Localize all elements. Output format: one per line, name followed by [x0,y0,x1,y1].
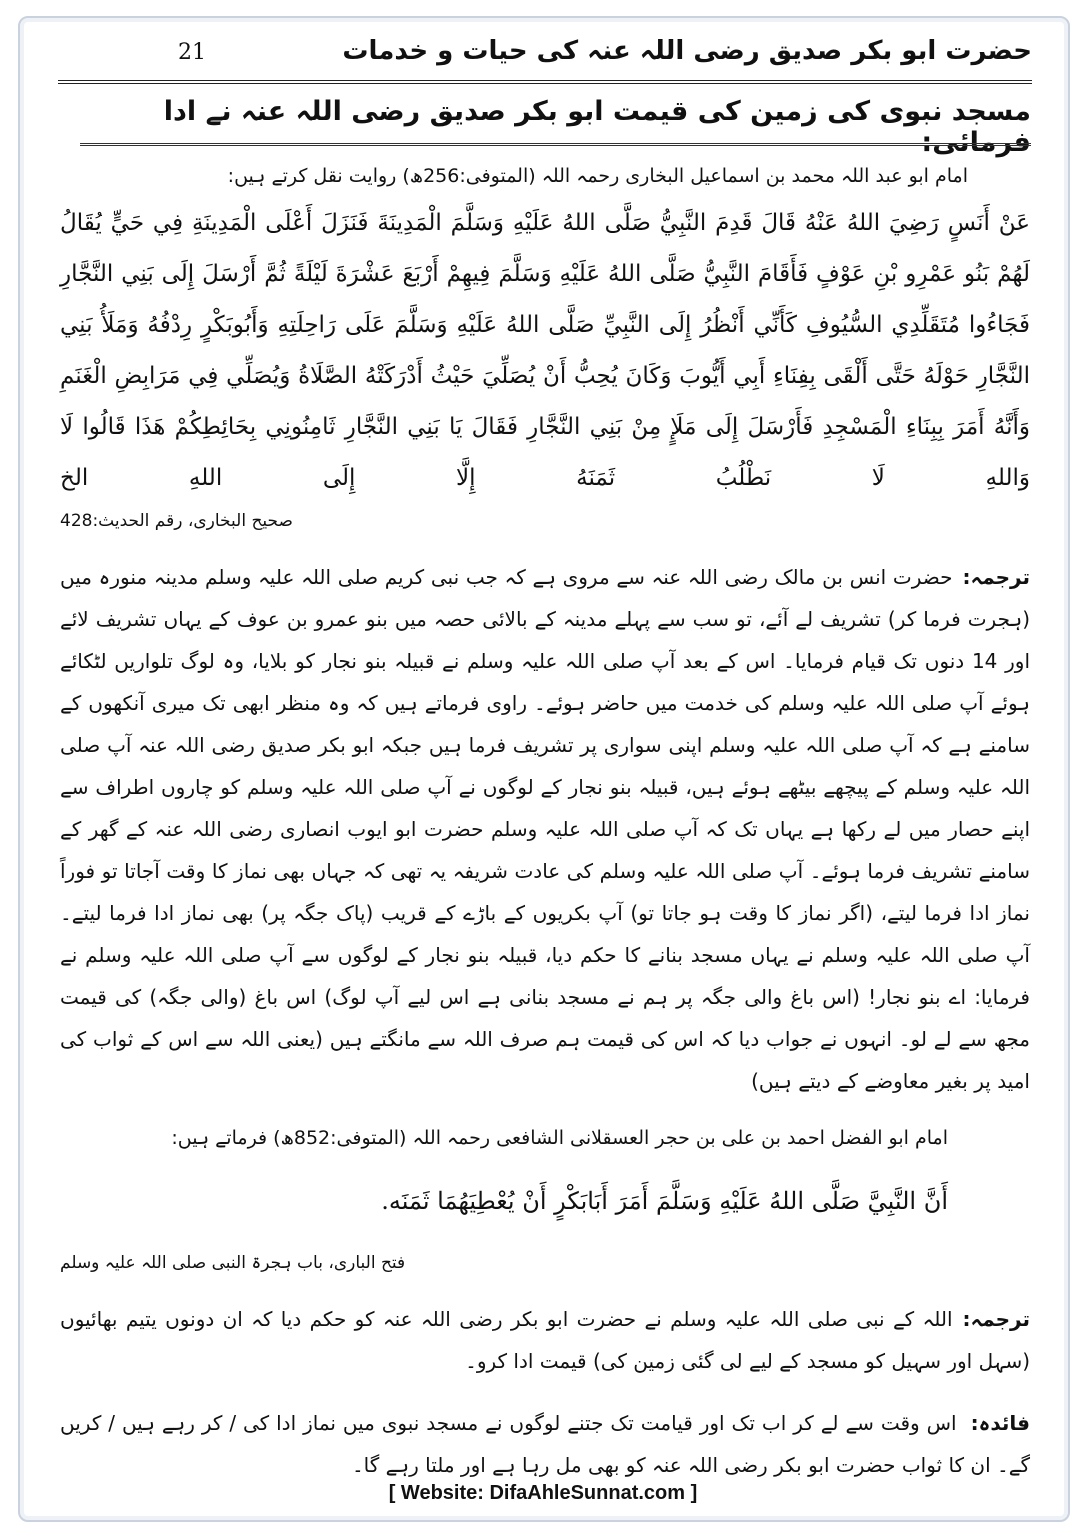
translation-paragraph-2 [60,1298,1030,1382]
intro-line-2: امام ابو الفضل احمد بن علی بن حجر العسقلانی الشافعی رحمہ اللہ (المتوفی:852ھ) فرماتے ہیں: [171,1127,948,1149]
translation-label: ترجمہ: [962,565,1030,589]
fayda-label: فائدہ: [970,1411,1030,1435]
translation-2-text: اللہ کے نبی صلی اللہ علیہ وسلم نے حضرت ابو بکر رضی اللہ عنہ کو حکم دیا کہ ان دونوں یتیم بھائیوں (سہل اور سہیل کو مسجد کے لیے لی گئی زمین کی) قیمت ادا کرو۔ [60,1307,1030,1373]
section-heading: مسجد نبوی کی زمین کی قیمت ابو بکر صدیق رضی اللہ عنہ نے ادا فرمائی: [163,96,1031,158]
fayda-text: اس وقت سے لے کر اب تک اور قیامت تک جتنے لوگوں نے مسجد نبوی میں نماز ادا کی / کر رہے ہیں / کریں گے۔ ان کا ثواب حضرت ابو بکر رضی اللہ عنہ کو بھی مل رہا ہے اور ملتا رہے گا۔ [60,1411,1030,1477]
fayda-paragraph [60,1402,1030,1486]
translation-text: حضرت انس بن مالک رضی اللہ عنہ سے مروی ہے کہ جب نبی کریم صلی اللہ علیہ وسلم مدینہ منورہ میں (ہجرت فرما کر) تشریف لے آئے، تو سب سے پہلے مدینہ کے بالائی حصہ میں بنو عمرو بن عوف کے یہاں تشریف لائے اور 14 دنوں تک قیام فرمایا۔ اس کے بعد آپ صلی اللہ علیہ وسلم نے قبیلہ بنو نجار کو بلایا، وہ لوگ تلواریں لٹکائے ہوئے آپ صلی اللہ علیہ وسلم کی خدمت میں حاضر ہوئے۔ راوی فرماتے ہیں کہ وہ منظر ابھی تک میری آنکھوں کے سامنے ہے کہ آپ صلی اللہ علیہ وسلم اپنی سواری پر تشریف فرما ہیں جبکہ ابو بکر صدیق رضی اللہ عنہ آپ صلی اللہ علیہ وسلم کے پیچھے بیٹھے ہوئے ہیں، قبیلہ بنو نجار کے لوگوں نے آپ صلی اللہ علیہ وسلم کو چاروں اطراف سے اپنے حصار میں لے رکھا ہے یہاں تک کہ آپ صلی اللہ علیہ وسلم حضرت ابو ایوب انصاری رضی اللہ عنہ کے گھر کے سامنے تشریف فرما ہوئے۔ آپ صلی اللہ علیہ وسلم کی عادت شریفہ یہ تھی کہ جہاں بھی نماز کا وقت آجاتا تو فوراً نماز ادا فرما لیتے، (اگر نماز کا وقت ہو جاتا تو) آپ بکریوں کے باڑے کے قریب (پاک جگہ پر) بھی نماز ادا فرما لیتے۔ آپ صلی اللہ علیہ وسلم نے یہاں مسجد بنانے کا حکم دیا، قبیلہ بنو نجار کے لوگوں سے آپ صلی اللہ علیہ وسلم نے فرمایا: اے بنو نجار! (اس باغ والی جگہ پر ہم نے مسجد بنانی ہے اس لیے آپ لوگ) اس باغ (والی جگہ) کی قیمت مجھ سے لے لو۔ انہوں نے جواب دیا کہ اس کی قیمت ہم صرف اللہ سے مانگتے ہیں (یعنی اللہ سے اس کے ثواب کی امید پر بغیر معاوضے کے دیتے ہیں) [60,565,1031,1093]
arabic-hadith: عَنْ أَنَسٍ رَضِيَ اللهُ عَنْهُ قَالَ قَدِمَ النَّبِيُّ صَلَّى اللهُ عَلَيْهِ وَسَلَّمَ الْمَدِينَةَ فَنَزَلَ أَعْلَى الْمَدِينَةِ فِي حَيٍّ يُقَالُ لَهُمْ بَنُو عَمْرِو بْنِ عَوْفٍ فَأَقَامَ النَّبِيُّ صَلَّى اللهُ عَلَيْهِ وَسَلَّمَ فِيهِمْ أَرْبَعَ عَشْرَةَ لَيْلَةً ثُمَّ أَرْسَلَ إِلَى بَنِي النَّجَّارِ فَجَاءُوا مُتَقَلِّدِي السُّيُوفِ كَأَنِّي أَنْظُرُ إِلَى النَّبِيِّ صَلَّى اللهُ عَلَيْهِ وَسَلَّمَ عَلَى رَاحِلَتِهِ وَأَبُوبَكْرٍ رِدْفُهُ وَمَلَأُ بَنِي النَّجَّارِ حَوْلَهُ حَتَّى أَلْقَى بِفِنَاءِ أَبِي أَيُّوبَ وَكَانَ يُحِبُّ أَنْ يُصَلِّيَ حَيْثُ أَدْرَكَتْهُ الصَّلَاةُ وَيُصَلِّي فِي مَرَابِضِ الْغَنَمِ وَأَنَّهُ أَمَرَ بِبِنَاءِ الْمَسْجِدِ فَأَرْسَلَ إِلَى مَلَإٍ مِنْ بَنِي النَّجَّارِ فَقَالَ يَا بَنِي النَّجَّارِ ثَامِنُونِي بِحَائِطِكُمْ هَذَا قَالُوا لَا وَاللهِ لَا نَطْلُبُ ثَمَنَهُ إِلَّا إِلَى اللهِ الخ [60,210,1030,491]
heading-rule [80,143,1031,146]
translation-paragraph [60,556,1030,1102]
page-number: 21 [178,40,206,65]
website-footer: [ Website: DifaAhleSunnat.com ] [388,1482,698,1504]
reference-2: فتح الباری، باب ہجرۃ النبی صلی اللہ علیہ وسلم [60,1253,406,1273]
translation-2-label: ترجمہ: [962,1307,1030,1331]
hadith-reference: صحیح البخاری، رقم الحدیث:428 [60,511,293,531]
page-header [58,26,1032,80]
section-heading-bar [80,90,1031,158]
arabic-quote-2: أَنَّ النَّبِيَّ صَلَّى اللهُ عَلَيْهِ وَسَلَّمَ أَمَرَ أَبَابَكْرٍ أَنْ يُعْطِيَهُمَا ثَمَنَه. [381,1187,948,1215]
header-rule [58,80,1032,84]
intro-line: امام ابو عبد اللہ محمد بن اسماعیل البخاری رحمہ اللہ (المتوفی:256ھ) روایت نقل کرتے ہیں: [227,165,968,187]
page-content [60,152,1030,1506]
running-title: حضرت ابو بکر صدیق رضی اللہ عنہ کی حیات و خدمات [342,36,1032,66]
